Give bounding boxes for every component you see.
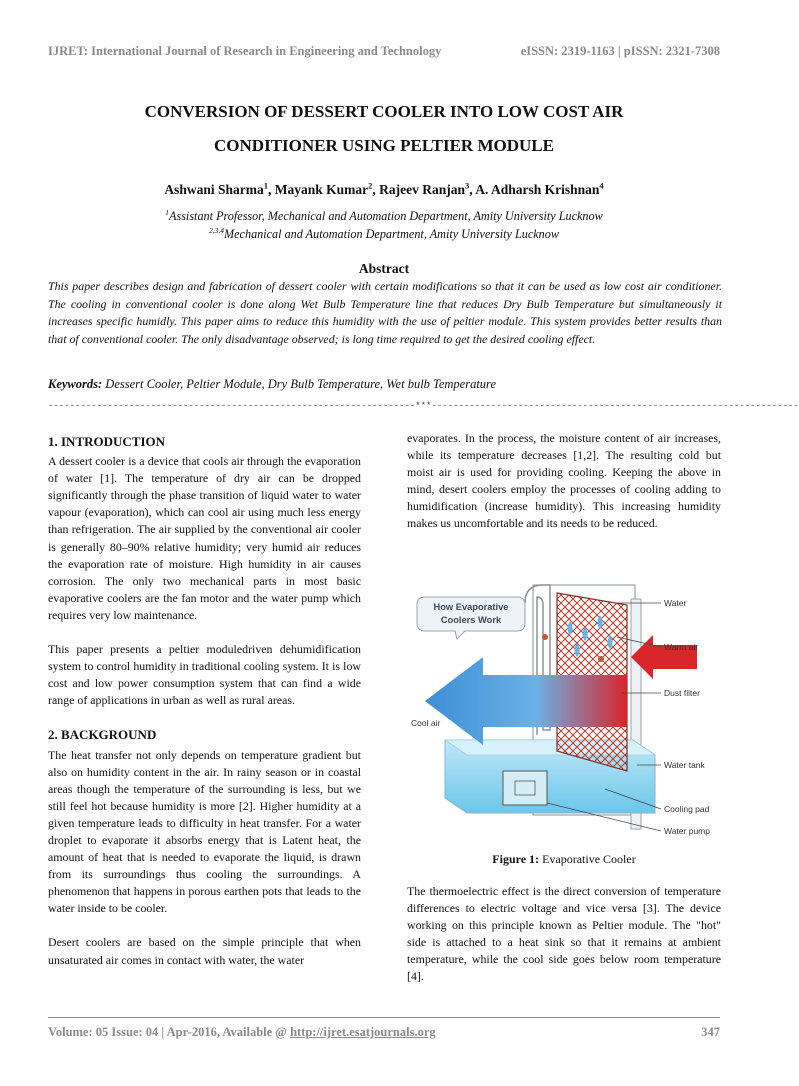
- journal-name: IJRET: International Journal of Research in Engineering and Technology: [48, 44, 442, 58]
- keywords-label: Keywords:: [48, 377, 103, 391]
- section-separator: --------------------------------------------------------------------***--------------------------------------------------------------------: [48, 401, 799, 411]
- footer-volume: Volume: 05 Issue: 04 | Apr-2016, Available @ http://ijret.esatjournals.org: [48, 1025, 436, 1039]
- left-column: [48, 433, 361, 969]
- paragraph: This paper presents a peltier moduledriven dehumidification system to control humidity in traditional cooling system. It is low cost and low power consumption system that can find a wide range of applications in urban as well as rural areas.: [48, 642, 361, 708]
- section-heading-introduction: 1. INTRODUCTION: [48, 434, 166, 449]
- paragraph: The thermoelectric effect is the direct conversion of temperature differences to electric voltage and vice versa [3]. The device working on this principle known as Peltier module. The "hot" side is attached to a heat sink so that it remains at ambient temperature, while the cool side goes below room temperature [4].: [407, 884, 721, 984]
- particle: [542, 634, 548, 640]
- callout-bubble: [417, 597, 525, 639]
- paragraph: evaporates. In the process, the moisture content of air increases, while its temperature decreases [1,2]. The resulting cold but moist air is used for providing cooling. Keeping the above in mind, desert coolers employ the processes of cooling adding to humidification (increase humidity). This increasing humidity makes us uncomfortable and its needs to be reduced.: [407, 431, 721, 531]
- label-water-pump: Water pump: [664, 826, 710, 836]
- affiliation-2: $^{2,3,4}$Mechanical and Automation Department, Amity University Lucknow: [209, 226, 559, 242]
- label-water: Water: [664, 598, 687, 608]
- callout-line-2: Coolers Work: [440, 615, 502, 625]
- author-list: [40, 180, 728, 198]
- affiliation-1: $^1$Assistant Professor, Mechanical and Automation Department, Amity University Lucknow: [165, 208, 603, 224]
- label-cool-air: Cool air: [411, 718, 441, 728]
- water-pump: [503, 771, 547, 805]
- paper-title: [60, 95, 708, 163]
- cooler-diagram: [405, 575, 721, 845]
- label-cooling-pad: Cooling pad: [664, 804, 710, 814]
- author: Ashwani Sharma$^1$,: [164, 180, 275, 197]
- keywords: [48, 377, 722, 392]
- figure-caption: Figure 1: Evaporative Cooler: [492, 852, 636, 866]
- abstract-heading: Abstract: [358, 261, 410, 276]
- author: Mayank Kumar$^2$,: [274, 180, 380, 197]
- right-column: [407, 430, 721, 533]
- running-header: [48, 44, 720, 62]
- title-line-1: CONVERSION OF DESSERT COOLER INTO LOW COST AIR: [144, 102, 624, 121]
- keywords-list: Dessert Cooler, Peltier Module, Dry Bulb Temperature, Wet bulb Temperature: [105, 377, 497, 391]
- author: Rajeev Ranjan$^3$,: [379, 180, 476, 197]
- figure-evaporative-cooler: [405, 575, 721, 845]
- page-number: 347: [701, 1025, 720, 1039]
- title-line-2: CONDITIONER USING PELTIER MODULE: [214, 136, 554, 155]
- author: A. Adharsh Krishnan$^4$: [475, 180, 604, 197]
- paragraph: Desert coolers are based on the simple principle that when unsaturated air comes in contact with water, the water: [48, 935, 361, 967]
- footer-divider: [48, 1017, 720, 1018]
- particle: [598, 656, 604, 662]
- label-warm-air: Warm air: [664, 642, 699, 652]
- callout-line-1: How Evaporative: [433, 602, 509, 612]
- label-water-tank: Water tank: [664, 760, 705, 770]
- label-dust-filter: Dust filter: [664, 688, 700, 698]
- issn: eISSN: 2319-1163 | pISSN: 2321-7308: [520, 44, 720, 58]
- paragraph: A dessert cooler is a device that cools air through the evaporation of water [1]. The temperature of dry air can be dropped significantly through the phase transition of liquid water to water vapour (evaporation), which can cool air using much less energy than refrigeration. The air supplied by the conventional air cooler is generally 80–90% relative humidity; very humid air reduces the evaporation rate of moisture. High humidity in air causes corrosion. The only two mechanical parts in most basic evaporative coolers are the fan motor and the water pump which requires very low maintenance.: [48, 454, 361, 622]
- abstract-text: This paper describes design and fabrication of dessert cooler with certain modifications so that it can be used as low cost air conditioner. The cooling in conventional cooler is done along Wet Bulb Temperature line that reduces Dry Bulb Temperature but simultaneously it increases specific humidly. This paper aims to reduce this humidity with the use of peltier module. This system provides better results than that of conventional cooler. The only disadvantage observed; is long time required to get the desired cooling effect.: [48, 279, 722, 346]
- section-heading-background: 2. BACKGROUND: [48, 727, 157, 743]
- paragraph: The heat transfer not only depends on temperature gradient but also on humidity content in the air. In rainy season or in coastal areas though the temperature of the surrounding is less, but we still feel hot because humidity is more [2]. Higher humidity at a given temperature leads to difficulty in heat transfer. For a water droplet to evaporate it absorbs energy that is Latent heat, the amount of heat that is needed to evaporate the liquid, is drawn from its surroundings thus cooling the surroundings. A phenomenon that happens in porous earthen pots that leads to the water inside to be cooler.: [48, 747, 361, 916]
- journal-url-link[interactable]: http://ijret.esatjournals.org: [290, 1025, 436, 1039]
